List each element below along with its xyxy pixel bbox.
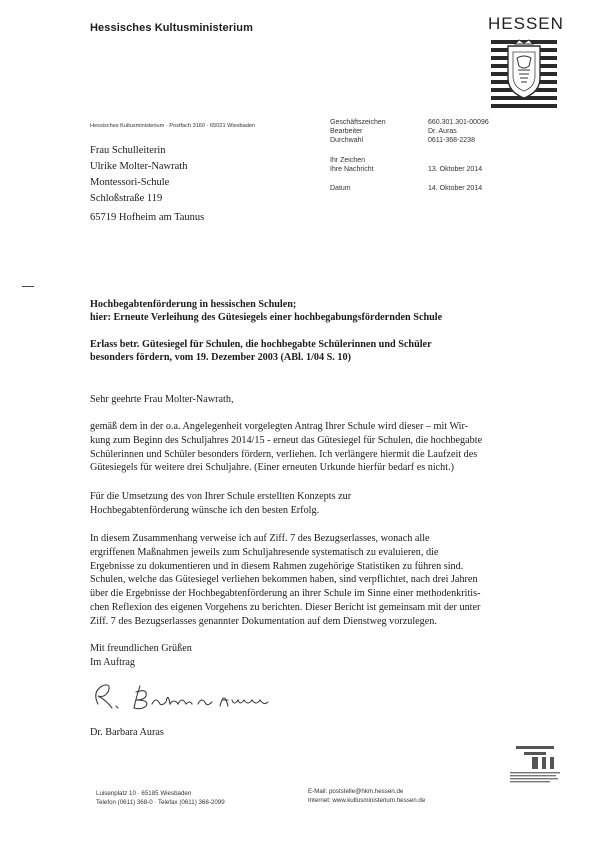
recipient-city: 65719 Hofheim am Taunus bbox=[90, 212, 205, 223]
recipient-address bbox=[90, 143, 187, 207]
signer-name: Dr. Barbara Auras bbox=[90, 727, 164, 738]
body-line: In diesem Zusammenhang verweise ich auf Ziff. 7 des Bezugserlasses, wonach alle bbox=[90, 533, 430, 544]
body-line: Ergebnisse zu dokumentieren und in diesem Rahmen zugehörige Statistiken zu führen sind. bbox=[90, 560, 464, 572]
reference-label: Geschäftszeichen bbox=[330, 119, 386, 126]
ministry-name: Hessisches Kultusministerium bbox=[90, 22, 253, 34]
reference-value: Dr. Auras bbox=[428, 128, 457, 135]
handwritten-signature bbox=[88, 678, 278, 714]
closing bbox=[90, 642, 192, 670]
closing-on-behalf: Im Auftrag bbox=[90, 657, 135, 668]
salutation: Sehr geehrte Frau Molter-Nawrath, bbox=[90, 394, 234, 405]
footer-line: Telefon (0611) 368-0 · Telefax (0611) 368-2099 bbox=[96, 799, 225, 806]
hessen-logo bbox=[488, 14, 564, 114]
body-paragraph bbox=[90, 532, 550, 629]
reference-value: 660.301.301-00096 bbox=[428, 119, 489, 126]
body-line: kung zum Beginn des Schuljahres 2014/15 - erneut das Gütesiegel für Schulen, die hochbegabte bbox=[90, 434, 483, 446]
reference-label: Ihr Zeichen bbox=[330, 157, 366, 164]
subject-line: Erlass betr. Gütesiegel für Schulen, die hochbegabte Schülerinnen und Schüler bbox=[90, 339, 432, 350]
reference-value: 14. Oktober 2014 bbox=[428, 185, 483, 192]
address-line: Frau Schulleiterin bbox=[90, 145, 166, 156]
body-line: chen Reflexion des eigenen Vorgehens zu berichten. Dieser Bericht ist gemeinsam mit der unter bbox=[90, 601, 481, 613]
reference-label: Durchwahl bbox=[330, 137, 364, 144]
body-line: gemäß dem in der o.a. Angelegenheit vorgelegten Antrag Ihrer Schule wird dieser – mit Wir- bbox=[90, 421, 469, 432]
reference-value: 0611-368-2238 bbox=[428, 137, 475, 144]
body-paragraph bbox=[90, 420, 550, 475]
address-line: Ulrike Molter-Nawrath bbox=[90, 161, 188, 172]
subject-line: besonders fördern, vom 19. Dezember 2003 (ABl. 1/04 S. 10) bbox=[90, 352, 351, 363]
reference-decree bbox=[90, 338, 432, 364]
reference-label: Ihre Nachricht bbox=[330, 166, 374, 173]
body-line: Schulen, welche das Gütesiegel verliehen bekommen haben, sind verpflichtet, nach drei Jahren bbox=[90, 574, 478, 586]
hessen-crest-icon bbox=[491, 36, 557, 114]
body-line: Ziff. 7 des Bezugserlasses genannter Dokumentation auf dem Dienstweg vorzulegen. bbox=[90, 615, 437, 627]
body-line: Für die Umsetzung des von Ihrer Schule erstellten Konzepts zur bbox=[90, 491, 352, 502]
reference-label: Datum bbox=[330, 185, 351, 192]
reference-value: 13. Oktober 2014 bbox=[428, 166, 483, 173]
fold-mark bbox=[22, 286, 34, 287]
body-line: Gütesiegels für weitere drei Schuljahre. (Einer erneuten Urkunde hierfür bedarf es nicht.) bbox=[90, 462, 455, 474]
body-line: Schülerinnen und Schüler besonders fördern, verliehen. Ich verlängere hiermit die Laufzeit des bbox=[90, 448, 478, 460]
body-line: ergriffenen Maßnahmen jeweils zum Schuljahresende systematisch zu evaluieren, die bbox=[90, 546, 439, 558]
certification-logo-icon bbox=[506, 740, 564, 786]
hessen-wordmark: HESSEN bbox=[488, 14, 564, 33]
footer-web bbox=[308, 787, 425, 805]
subject-block bbox=[90, 298, 442, 324]
subject-line: hier: Erneute Verleihung des Gütesiegels einer hochbegabungsfördernden Schule bbox=[90, 312, 443, 323]
footer-line: E-Mail: poststelle@hkm.hessen.de bbox=[308, 788, 404, 795]
footer-line: Luisenplatz 10 · 65185 Wiesbaden bbox=[96, 790, 192, 797]
footer-line: Internet: www.kultusministerium.hessen.de bbox=[308, 797, 426, 804]
sender-return-address: Hessisches Kultusministerium · Postfach 3160 · 65021 Wiesbaden bbox=[90, 123, 256, 129]
address-line: Montessori-Schule bbox=[90, 177, 170, 188]
body-line: Hochbegabtenförderung wünsche ich den besten Erfolg. bbox=[90, 504, 320, 516]
body-line: über die Ergebnisse der Hochbegabtenförderung an ihrer Schule im Sinne einer methodenkritis- bbox=[90, 588, 481, 600]
address-line: Schloßstraße 119 bbox=[90, 193, 163, 204]
subject-line: Hochbegabtenförderung in hessischen Schulen; bbox=[90, 299, 297, 310]
closing-greeting: Mit freundlichen Grüßen bbox=[90, 643, 192, 654]
reference-label: Bearbeiter bbox=[330, 128, 363, 135]
footer-contact bbox=[96, 789, 225, 807]
body-paragraph bbox=[90, 490, 550, 518]
